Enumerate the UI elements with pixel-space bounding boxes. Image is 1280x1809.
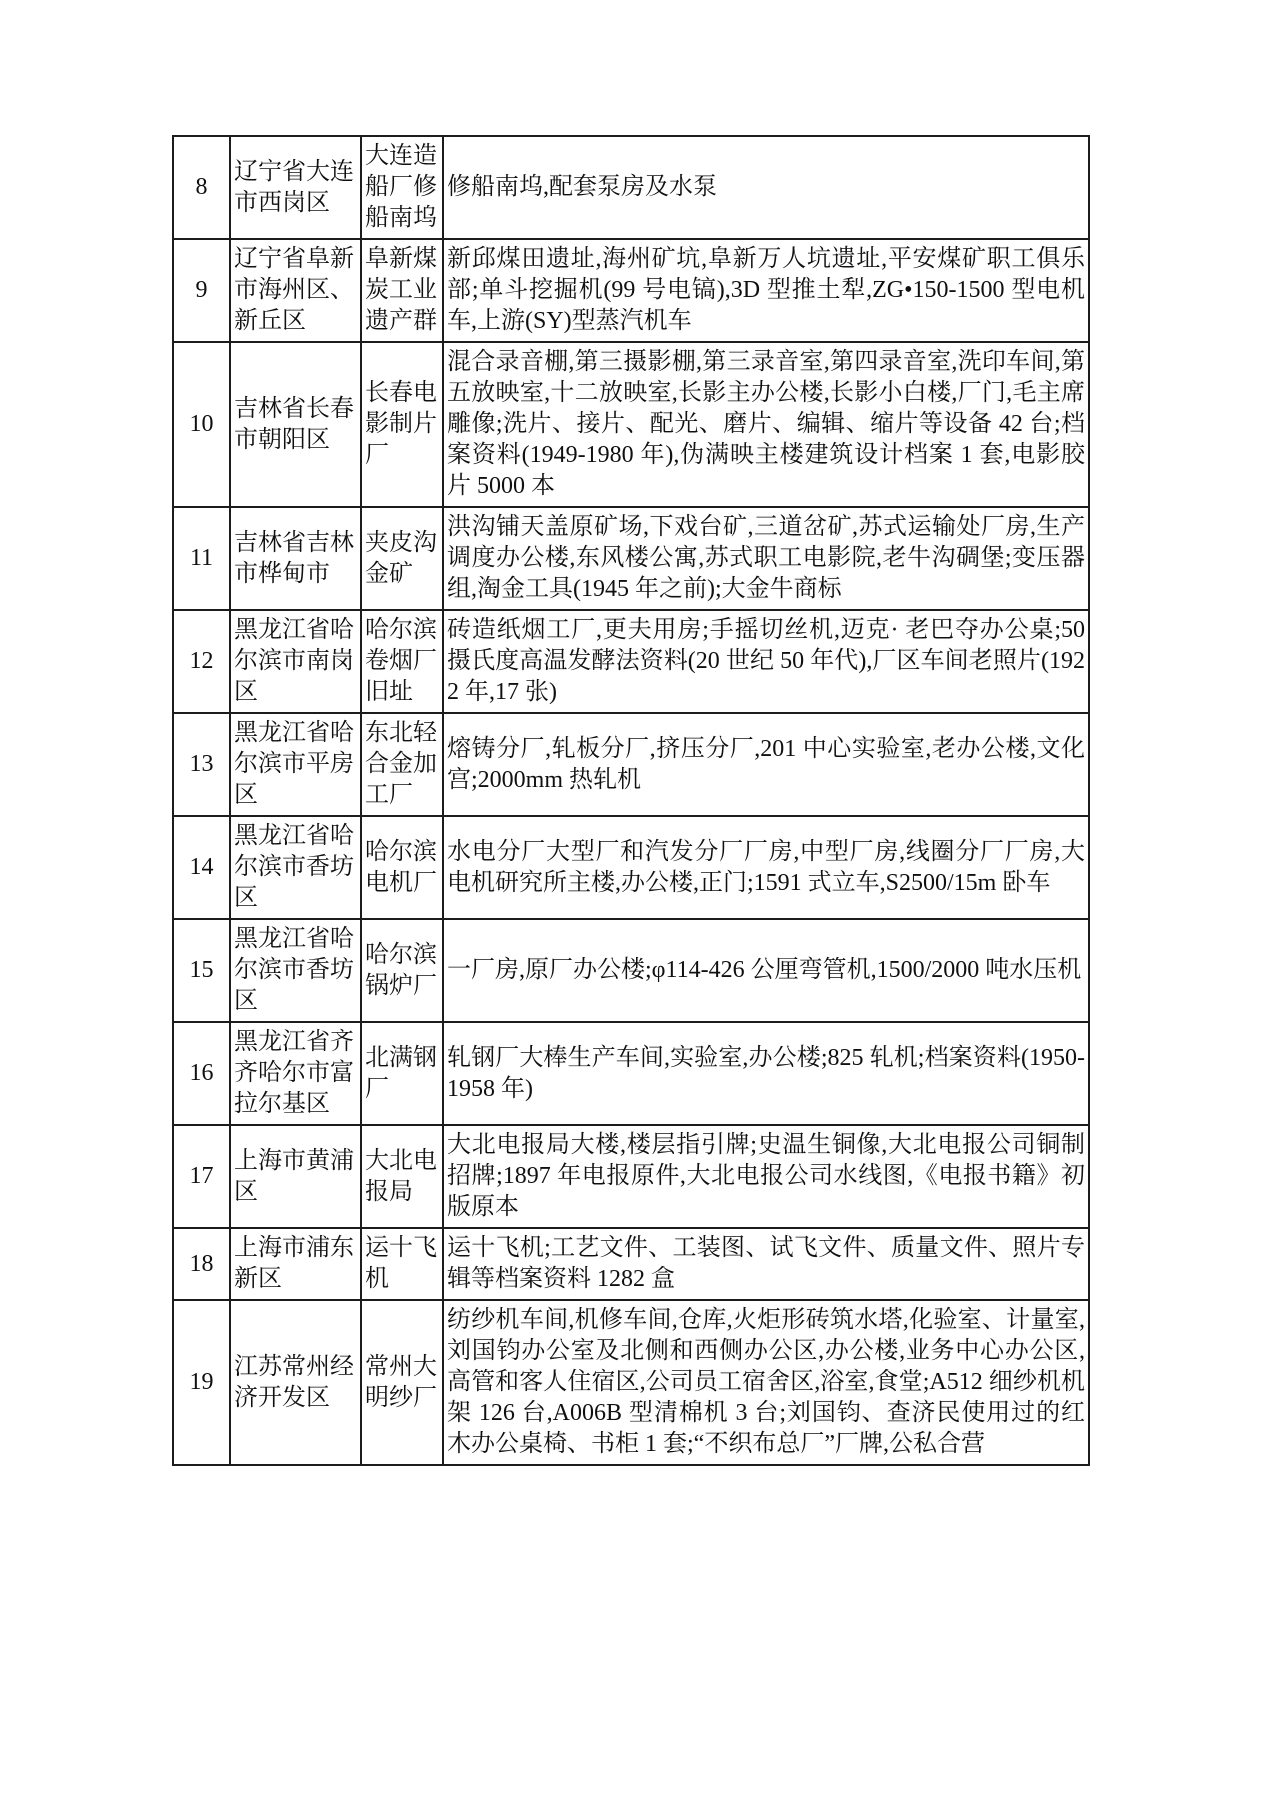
row-location: 黑龙江省齐齐哈尔市富拉尔基区 bbox=[230, 1022, 361, 1125]
row-site-name: 运十飞机 bbox=[361, 1228, 443, 1300]
row-location: 辽宁省阜新市海州区、新丘区 bbox=[230, 239, 361, 342]
row-site-name: 夹皮沟金矿 bbox=[361, 507, 443, 610]
row-site-name: 长春电影制片厂 bbox=[361, 342, 443, 507]
row-items: 大北电报局大楼,楼层指引牌;史温生铜像,大北电报公司铜制招牌;1897 年电报原件,大北电报公司水线图,《电报书籍》初版原本 bbox=[443, 1125, 1089, 1228]
heritage-table-container bbox=[172, 135, 1088, 1466]
row-location: 上海市黄浦区 bbox=[230, 1125, 361, 1228]
row-items: 轧钢厂大棒生产车间,实验室,办公楼;825 轧机;档案资料(1950-1958 年) bbox=[443, 1022, 1089, 1125]
row-site-name: 北满钢厂 bbox=[361, 1022, 443, 1125]
row-number: 18 bbox=[173, 1228, 230, 1300]
row-number: 10 bbox=[173, 342, 230, 507]
table-row bbox=[173, 239, 1089, 342]
row-site-name: 哈尔滨锅炉厂 bbox=[361, 919, 443, 1022]
row-items: 运十飞机;工艺文件、工装图、试飞文件、质量文件、照片专辑等档案资料 1282 盒 bbox=[443, 1228, 1089, 1300]
table-row bbox=[173, 507, 1089, 610]
row-location: 黑龙江省哈尔滨市南岗区 bbox=[230, 610, 361, 713]
row-number: 8 bbox=[173, 136, 230, 239]
row-items: 熔铸分厂,轧板分厂,挤压分厂,201 中心实验室,老办公楼,文化宫;2000mm 热轧机 bbox=[443, 713, 1089, 816]
row-number: 14 bbox=[173, 816, 230, 919]
table-row bbox=[173, 136, 1089, 239]
row-site-name: 哈尔滨卷烟厂旧址 bbox=[361, 610, 443, 713]
row-items: 修船南坞,配套泵房及水泵 bbox=[443, 136, 1089, 239]
row-number: 11 bbox=[173, 507, 230, 610]
table-row bbox=[173, 610, 1089, 713]
row-site-name: 大北电报局 bbox=[361, 1125, 443, 1228]
row-items: 混合录音棚,第三摄影棚,第三录音室,第四录音室,洗印车间,第五放映室,十二放映室,长影主办公楼,长影小白楼,厂门,毛主席雕像;洗片、接片、配光、磨片、编辑、缩片等设备 42 台;档案资料(1949-1980 年),伪满映主楼建筑设计档案 1 套,电影胶片 5000 本 bbox=[443, 342, 1089, 507]
row-items: 水电分厂大型厂和汽发分厂厂房,中型厂房,线圈分厂厂房,大电机研究所主楼,办公楼,正门;1591 式立车,S2500/15m 卧车 bbox=[443, 816, 1089, 919]
row-number: 9 bbox=[173, 239, 230, 342]
row-number: 13 bbox=[173, 713, 230, 816]
row-location: 辽宁省大连市西岗区 bbox=[230, 136, 361, 239]
row-location: 吉林省长春市朝阳区 bbox=[230, 342, 361, 507]
table-row bbox=[173, 1300, 1089, 1465]
row-location: 上海市浦东新区 bbox=[230, 1228, 361, 1300]
table-row bbox=[173, 1022, 1089, 1125]
table-row bbox=[173, 816, 1089, 919]
row-location: 江苏常州经济开发区 bbox=[230, 1300, 361, 1465]
row-items: 洪沟铺天盖原矿场,下戏台矿,三道岔矿,苏式运输处厂房,生产调度办公楼,东风楼公寓,苏式职工电影院,老牛沟碉堡;变压器组,淘金工具(1945 年之前);大金牛商标 bbox=[443, 507, 1089, 610]
row-location: 黑龙江省哈尔滨市香坊区 bbox=[230, 919, 361, 1022]
row-site-name: 大连造船厂修船南坞 bbox=[361, 136, 443, 239]
row-site-name: 常州大明纱厂 bbox=[361, 1300, 443, 1465]
table-row bbox=[173, 1125, 1089, 1228]
row-location: 吉林省吉林市桦甸市 bbox=[230, 507, 361, 610]
row-site-name: 阜新煤炭工业遗产群 bbox=[361, 239, 443, 342]
row-number: 19 bbox=[173, 1300, 230, 1465]
row-items: 新邱煤田遗址,海州矿坑,阜新万人坑遗址,平安煤矿职工俱乐部;单斗挖掘机(99 号电镐),3D 型推土犁,ZG•150-1500 型电机车,上游(SY)型蒸汽机车 bbox=[443, 239, 1089, 342]
table-row bbox=[173, 342, 1089, 507]
table-body bbox=[173, 136, 1089, 1465]
row-items: 砖造纸烟工厂,更夫用房;手摇切丝机,迈克· 老巴夺办公桌;50 摄氏度高温发酵法资料(20 世纪 50 年代),厂区车间老照片(1922 年,17 张) bbox=[443, 610, 1089, 713]
table-row bbox=[173, 1228, 1089, 1300]
row-site-name: 东北轻合金加工厂 bbox=[361, 713, 443, 816]
heritage-table bbox=[172, 135, 1090, 1466]
row-items: 一厂房,原厂办公楼;φ114-426 公厘弯管机,1500/2000 吨水压机 bbox=[443, 919, 1089, 1022]
row-number: 16 bbox=[173, 1022, 230, 1125]
row-site-name: 哈尔滨电机厂 bbox=[361, 816, 443, 919]
table-row bbox=[173, 713, 1089, 816]
row-items: 纺纱机车间,机修车间,仓库,火炬形砖筑水塔,化验室、计量室,刘国钧办公室及北侧和西侧办公区,办公楼,业务中心办公区,高管和客人住宿区,公司员工宿舍区,浴室,食堂;A512 细纱机机架 126 台,A006B 型清棉机 3 台;刘国钧、查济民使用过的红木办公桌椅、书柜 1 套;“不织布总厂”厂牌,公私合营 bbox=[443, 1300, 1089, 1465]
row-number: 15 bbox=[173, 919, 230, 1022]
row-location: 黑龙江省哈尔滨市平房区 bbox=[230, 713, 361, 816]
row-location: 黑龙江省哈尔滨市香坊区 bbox=[230, 816, 361, 919]
table-row bbox=[173, 919, 1089, 1022]
row-number: 12 bbox=[173, 610, 230, 713]
row-number: 17 bbox=[173, 1125, 230, 1228]
